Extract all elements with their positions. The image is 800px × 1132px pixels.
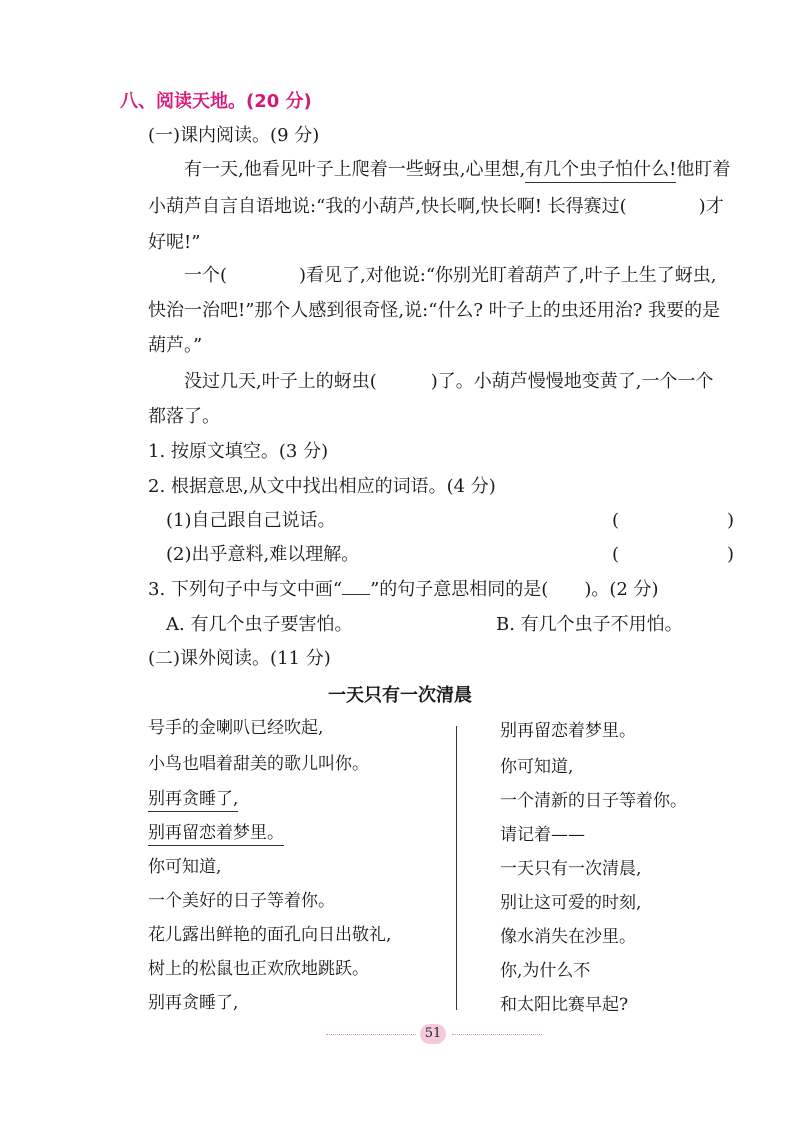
- section-heading: 八、阅读天地。(20 分): [120, 91, 312, 112]
- poem-line: 别再贪睡了,: [148, 993, 239, 1013]
- option-b[interactable]: B. 有几个虫子不用怕。: [496, 614, 683, 635]
- passage-text: 有一天,他看见叶子上爬着一些蚜虫,心里想,: [184, 159, 526, 180]
- passage-text: 他盯着: [676, 159, 731, 180]
- poem-line: 花儿露出鲜艳的面孔向日出敬礼,: [148, 925, 392, 945]
- poem-line: [148, 821, 284, 845]
- poem-line: [148, 787, 238, 811]
- passage-line: 小葫芦自言自语地说:“我的小葫芦,快长啊,快长啊! 长得赛过( )才: [148, 196, 724, 217]
- poem-line: 小鸟也唱着甜美的歌儿叫你。: [148, 754, 369, 774]
- option-a[interactable]: A. 有几个虫子要害怕。: [166, 614, 353, 635]
- passage-line: [184, 158, 730, 182]
- passage-line: 快治一治吧!”那个人感到很奇怪,说:“什么? 叶子上的虫还用治? 我要的是: [148, 300, 721, 321]
- passage-line: 好呢!”: [148, 232, 201, 253]
- passage-line: 都落了。: [148, 406, 220, 427]
- part2-heading: (二)课外阅读。(11 分): [148, 648, 331, 669]
- passage-line: 一个( )看见了,对他说:“你别光盯着葫芦了,叶子上生了蚜虫,: [184, 265, 717, 286]
- question-3: [148, 578, 659, 602]
- footer-dotted-rule: [326, 1034, 416, 1035]
- poem-line: 请记着——: [500, 825, 585, 845]
- question-3-text: ”的句子意思相同的是( )。(2 分): [370, 579, 659, 600]
- poem-title: 一天只有一次清晨: [328, 685, 472, 706]
- footer-dotted-rule: [452, 1034, 542, 1035]
- underlined-line: 别再留恋着梦里。: [148, 823, 284, 846]
- poem-line: 你可知道,: [148, 857, 222, 877]
- question-2-item-2: (2)出乎意料,难以理解。: [166, 544, 360, 565]
- column-divider: [456, 726, 457, 1010]
- passage-line: 葫芦。”: [148, 335, 203, 356]
- poem-line: 别让这可爱的时刻,: [500, 893, 642, 913]
- poem-line: 一个美好的日子等着你。: [148, 891, 335, 911]
- answer-blank[interactable]: ( ): [612, 544, 735, 565]
- page-number: 51: [420, 1024, 446, 1044]
- question-2: 2. 根据意思,从文中找出相应的词语。(4 分): [148, 476, 496, 497]
- poem-line: 一天只有一次清晨,: [500, 859, 642, 879]
- answer-blank[interactable]: ( ): [612, 510, 735, 531]
- poem-line: 像水消失在沙里。: [500, 927, 636, 947]
- question-3-text: 3. 下列句子中与文中画“: [148, 579, 343, 600]
- poem-line: 你可知道,: [500, 757, 574, 777]
- poem-line: 号手的金喇叭已经吹起,: [148, 718, 324, 738]
- poem-line: 一个清新的日子等着你。: [500, 791, 687, 811]
- question-1: 1. 按原文填空。(3 分): [148, 441, 329, 462]
- poem-line: 树上的松鼠也正欢欣地跳跃。: [148, 959, 369, 979]
- underlined-line: 别再贪睡了,: [148, 789, 238, 812]
- poem-line: 和太阳比赛早起?: [500, 995, 629, 1015]
- passage-line: 没过几天,叶子上的蚜虫( )了。小葫芦慢慢地变黄了,一个一个: [184, 371, 714, 392]
- question-2-item-1: (1)自己跟自己说话。: [166, 510, 336, 531]
- underlined-sentence: 有几个虫子怕什么!: [525, 159, 676, 183]
- poem-line: 你,为什么不: [500, 961, 591, 981]
- poem-line: 别再留恋着梦里。: [500, 721, 636, 741]
- part1-heading: (一)课内阅读。(9 分): [148, 125, 320, 146]
- underline-marker: [342, 578, 370, 595]
